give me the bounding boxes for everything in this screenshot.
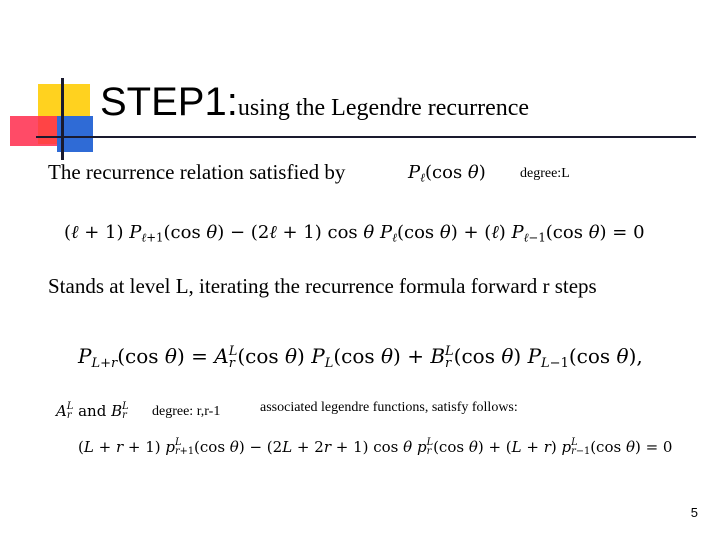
legendre-recurrence-formula: (ℓ + 1) $P_{\ell+1}(\cos$ θ) − (2ℓ + 1) cos θ $P_\ell(\cos$ θ) + (ℓ) $P_{\ell-1}(\cos$ θ) = 0 bbox=[64, 222, 645, 245]
associated-legendre-text: associated legendre functions, satisfy follows: bbox=[260, 400, 518, 415]
coefficients-A-B-expr: A L r and B L r bbox=[56, 401, 129, 421]
recurrence-intro-text: The recurrence relation satisfied by bbox=[48, 160, 346, 184]
slide-title bbox=[100, 80, 529, 125]
associated-recurrence-formula: (L + r + 1) p L r+1 (cos θ) − (2L + 2r + 1) cos θ p L r (cos θ) + (L + r) p L r−1 (cos θ) = 0 bbox=[78, 437, 673, 457]
decor-red-bar bbox=[10, 116, 62, 146]
legendre-polynomial-expr: $P_\ell(\cos$ θ) bbox=[408, 162, 486, 185]
decor-vertical-line bbox=[61, 78, 64, 160]
title-main: STEP1: bbox=[100, 80, 238, 124]
forward-iteration-formula: $P_{L+r}(\cos$ θ) = A L r (cos θ) $P_L(\cos$ θ) + B L r (cos θ) $P_{L-1}(\cos$ θ), bbox=[78, 343, 643, 371]
page-number: 5 bbox=[690, 505, 698, 520]
degree-rr1-label: degree: r,r-1 bbox=[152, 404, 221, 419]
title-subtitle: using the Legendre recurrence bbox=[237, 95, 530, 121]
title-underline bbox=[36, 136, 696, 138]
degree-L-label: degree:L bbox=[520, 166, 570, 181]
iteration-description-text: Stands at level L, iterating the recurrence formula forward r steps bbox=[48, 274, 597, 298]
